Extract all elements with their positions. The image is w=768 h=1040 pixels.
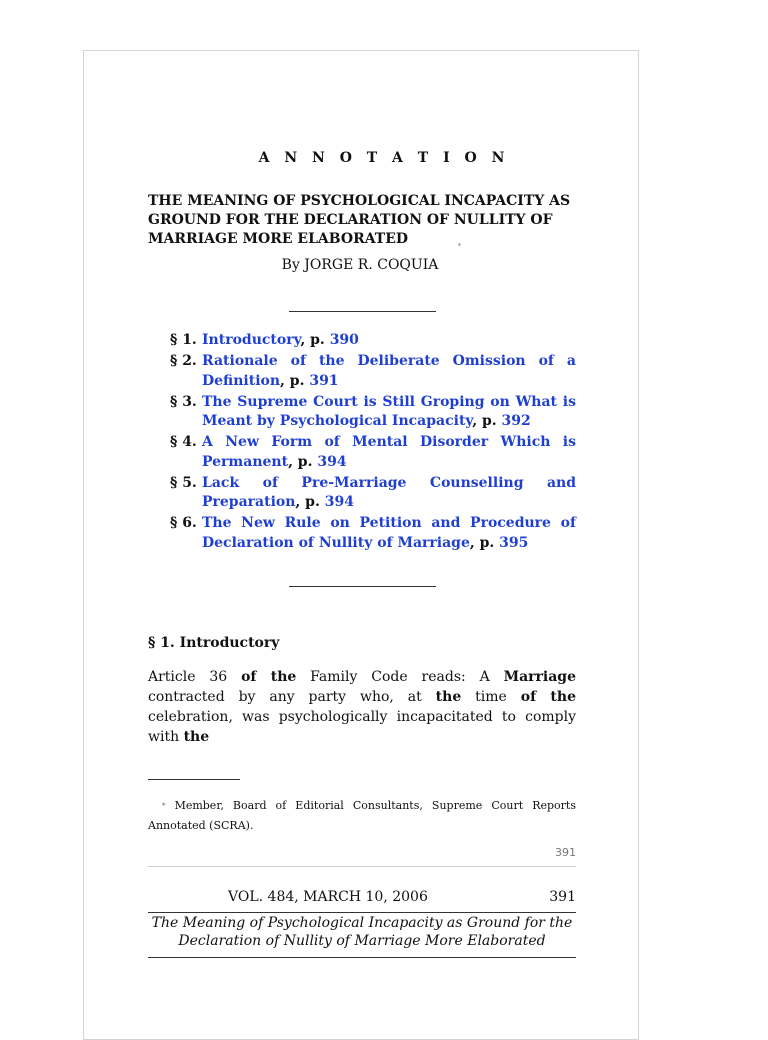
divider-bottom bbox=[289, 586, 436, 587]
toc-number: § 3. bbox=[170, 393, 197, 410]
toc-item[interactable] bbox=[170, 433, 576, 472]
body-text: Article 36 bbox=[148, 669, 242, 685]
toc-number: § 2. bbox=[170, 353, 197, 369]
toc-page-label: , p. bbox=[288, 453, 313, 470]
toc-page-link[interactable]: 395 bbox=[499, 534, 529, 551]
body-bold: Marriage bbox=[503, 669, 576, 685]
body-paragraph bbox=[148, 667, 576, 747]
footnote-text: Member, Board of Editorial Consultants, Supreme Court Reports Annotated (SCRA). bbox=[148, 799, 576, 832]
body-text: contracted by any party who, at bbox=[148, 689, 436, 705]
page-separator bbox=[148, 866, 576, 867]
toc-page-link[interactable]: 394 bbox=[324, 494, 354, 510]
toc-item[interactable] bbox=[170, 393, 576, 432]
body-bold: the bbox=[183, 729, 210, 745]
toc-link[interactable]: Lack of Pre-Marriage Counselling and Preparation bbox=[202, 474, 576, 510]
body-bold: of the bbox=[241, 669, 297, 685]
article-title: THE MEANING OF PSYCHOLOGICAL INCAPACITY AS GROUND FOR THE DECLARATION OF NULLITY OF MARRIAGE MORE ELABORATED bbox=[148, 193, 571, 247]
running-title-rule-bottom bbox=[148, 957, 576, 958]
toc-link[interactable]: The New Rule on Petition and Procedure of Declaration of Nullity of Marriage bbox=[202, 515, 576, 551]
footnote-rule bbox=[148, 779, 240, 780]
toc-link[interactable]: Rationale of the Deliberate Omission of a Definition bbox=[202, 353, 576, 389]
toc-link[interactable]: The Supreme Court is Still Groping on What is Meant by Psychological Incapacity bbox=[202, 393, 576, 429]
header-page-number: 391 bbox=[549, 889, 576, 905]
toc-number: § 4. bbox=[170, 434, 197, 450]
toc-page-label: , p. bbox=[469, 534, 495, 551]
running-title: The Meaning of Psychological Incapacity as Ground for the Declaration of Nullity of Marriage More Elaborated bbox=[151, 915, 573, 949]
page-number: 391 bbox=[555, 846, 576, 859]
footnote-mark: * bbox=[162, 802, 166, 810]
body-text: celebration, was psychologically incapacitated to comply with bbox=[148, 709, 576, 745]
toc-page-label: , p. bbox=[280, 372, 305, 389]
toc-link[interactable]: A New Form of Mental Disorder Which is Permanent bbox=[202, 434, 576, 470]
toc-number: § 5. bbox=[170, 474, 197, 491]
toc-page-link[interactable]: 390 bbox=[329, 332, 359, 348]
title-footnote-mark: * bbox=[458, 243, 461, 250]
toc-item[interactable] bbox=[170, 474, 576, 513]
section-heading: § 1. Introductory bbox=[148, 635, 280, 651]
toc-link[interactable]: Introductory bbox=[202, 332, 301, 348]
running-title-rule-top bbox=[148, 912, 576, 913]
toc-page-link[interactable]: 394 bbox=[317, 453, 347, 470]
body-bold: the bbox=[435, 689, 462, 705]
toc-item[interactable] bbox=[170, 352, 576, 391]
toc-page-link[interactable]: 391 bbox=[309, 372, 339, 389]
toc-page-label: , p. bbox=[472, 413, 497, 429]
body-text: Family Code reads: A bbox=[296, 669, 504, 685]
toc-item[interactable] bbox=[170, 514, 576, 553]
toc-page-label: , p. bbox=[300, 332, 325, 348]
body-text: time bbox=[461, 689, 521, 705]
toc-page-link[interactable]: 392 bbox=[501, 413, 531, 429]
divider-top bbox=[289, 311, 436, 312]
toc-number: § 6. bbox=[170, 515, 197, 531]
volume-info: VOL. 484, MARCH 10, 2006 bbox=[228, 889, 428, 905]
table-of-contents bbox=[170, 331, 576, 555]
author-byline: By JORGE R. COQUIA bbox=[281, 257, 439, 273]
body-bold: of the bbox=[520, 689, 576, 705]
footnote bbox=[148, 796, 576, 836]
annotation-heading: A N N O T A T I O N bbox=[258, 150, 510, 166]
toc-page-label: , p. bbox=[295, 494, 320, 510]
volume-header bbox=[148, 889, 576, 905]
toc-number: § 1. bbox=[170, 332, 197, 348]
toc-item[interactable] bbox=[170, 331, 576, 351]
